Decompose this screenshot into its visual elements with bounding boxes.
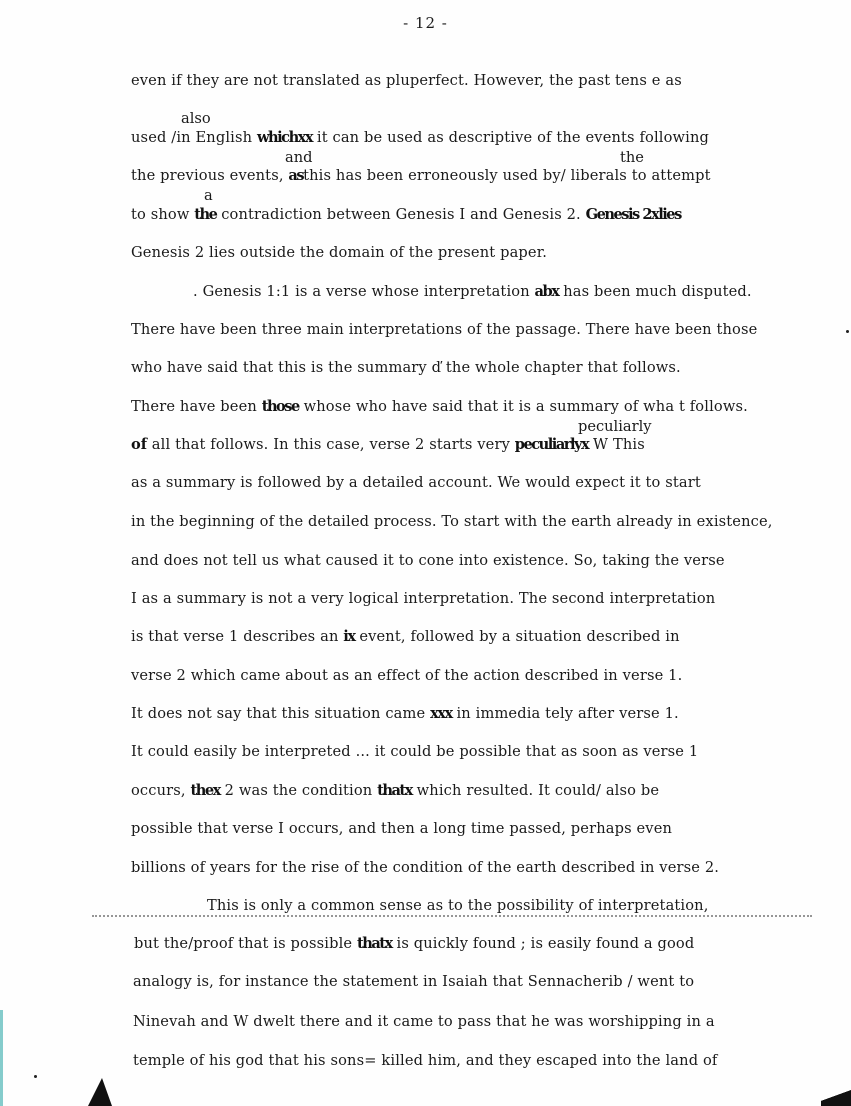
text-line — [131, 859, 719, 877]
line-text: this has been erroneously used by/ liberals to attempt — [303, 167, 711, 184]
text-line — [131, 359, 681, 377]
struck-text: peculiarlyx — [514, 436, 589, 453]
text-line — [131, 628, 680, 646]
text-line — [131, 820, 672, 838]
scan-speck — [34, 1075, 37, 1078]
line-text: is that verse 1 describes an — [131, 628, 344, 645]
line-text: went to — [632, 973, 695, 990]
line-text: possible that verse I occurs, and then a long time passed, perhaps even — [131, 820, 673, 837]
line-text: which resulted. It could/ also be — [411, 782, 660, 799]
scan-speck — [846, 330, 849, 333]
line-text: it can be used as descriptive of the events following — [312, 129, 710, 146]
text-line — [131, 782, 659, 800]
line-text: all that follows. In this case, verse 2 starts very — [147, 436, 515, 453]
text-line — [131, 436, 645, 454]
line-text: temple of his god that his sons — [133, 1052, 365, 1069]
line-text: killed him, and they escaped into the land of — [376, 1052, 718, 1069]
struck-text: as — [288, 167, 304, 184]
text-line — [131, 206, 681, 224]
insert-a: a — [204, 187, 213, 204]
paragraph-start-line — [207, 897, 709, 915]
text-line — [131, 743, 698, 761]
line-text: in immedia tely after verse 1. — [451, 705, 679, 722]
text-line — [131, 321, 757, 339]
struck-text: those — [261, 398, 299, 415]
text-line — [131, 513, 773, 531]
slash-mark: / — [627, 973, 633, 990]
line-text: This is only a common sense as to the possibility of interpretation, — [207, 897, 709, 914]
line-text: is quickly found ; is easily found a good — [391, 935, 695, 952]
overstrike-mark: = — [364, 1052, 377, 1069]
text-line — [131, 129, 709, 147]
line-text: . Genesis 1:1 is a verse whose interpretation — [193, 283, 535, 300]
text-line — [131, 398, 748, 416]
struck-text: thex — [190, 782, 220, 799]
scan-corner-artifact — [821, 1090, 851, 1106]
text-line — [133, 1052, 717, 1070]
scan-edge-artifact — [0, 1010, 3, 1106]
line-text: to show — [131, 206, 195, 223]
insert-and: and — [285, 149, 313, 166]
text-line — [131, 667, 682, 685]
line-text: W This — [588, 436, 645, 453]
line-text: used — [131, 129, 172, 146]
line-text: billions of years for the rise of the condition of the earth described in verse 2. — [131, 859, 720, 876]
text-line — [131, 474, 701, 492]
line-text: occurs, — [131, 782, 191, 799]
line-text: verse 2 which came about as an effect of the action described in verse 1. — [131, 667, 683, 684]
dotted-divider — [92, 915, 812, 917]
insert-the: the — [620, 149, 644, 166]
line-text: It does not say that this situation came — [131, 705, 431, 722]
text-line — [133, 973, 694, 991]
text-line — [131, 72, 682, 90]
line-text: whose who have said that it is a summary of wha t follows. — [298, 398, 748, 415]
line-text: It could easily be interpreted ... it could be possible that as soon as verse 1 — [131, 743, 699, 760]
scan-corner-artifact — [88, 1078, 112, 1106]
text-line — [133, 1013, 715, 1031]
line-text: Genesis 2 lies outside the domain of the present paper. — [131, 244, 548, 261]
struck-text: abx — [534, 283, 559, 300]
line-text: and does not tell us what caused it to cone into existence. So, taking the verse — [131, 552, 725, 569]
struck-text: ix — [343, 628, 355, 645]
line-text: There have been three main interpretations of the passage. There have been those — [131, 321, 758, 338]
line-text: even if they are not translated as pluperfect. However, the past tens e as — [131, 72, 682, 89]
text-line — [134, 935, 694, 953]
line-text: as a summary is followed by a detailed account. We would expect it to start — [131, 474, 701, 491]
line-text: who have said that this is the summary ď the whole chapter that follows. — [131, 359, 681, 376]
overstrike-mark: W — [233, 1013, 249, 1030]
text-line — [131, 705, 679, 723]
text-line — [131, 590, 715, 608]
line-text: analogy is, for instance the statement in Isaiah that Sennacherib — [133, 973, 628, 990]
line-text: has been much disputed. — [558, 283, 752, 300]
text-line — [131, 244, 547, 262]
struck-text: thatx — [377, 782, 412, 799]
line-text: Ninevah and — [133, 1013, 234, 1030]
line-text: contradiction between Genesis I and Genesis 2. — [216, 206, 586, 223]
line-text: There have been — [131, 398, 262, 415]
struck-text: of — [131, 436, 148, 453]
struck-text: thatx — [356, 935, 392, 952]
struck-text: whichxx — [256, 129, 313, 146]
page-number: - 12 - — [403, 14, 448, 32]
line-text: the previous events, — [131, 167, 289, 184]
line-text: in English — [176, 129, 257, 146]
struck-text: xxx — [430, 705, 452, 722]
struck-text: Genesis 2xlies — [585, 206, 681, 223]
insert-peculiarly: peculiarly — [578, 418, 652, 435]
line-text: event, followed by a situation described in — [354, 628, 680, 645]
caret-mark: / — [171, 129, 177, 146]
struck-text: the — [194, 206, 217, 223]
text-line — [131, 167, 711, 185]
line-text: dwelt there and it came to pass that he was worshipping in a — [248, 1013, 715, 1030]
text-line — [131, 552, 725, 570]
insert-also: also — [181, 110, 211, 127]
line-text: 2 was the condition — [219, 782, 378, 799]
line-text: I as a summary is not a very logical interpretation. The second interpretation — [131, 590, 716, 607]
paragraph-start-line — [193, 283, 752, 301]
line-text: in the beginning of the detailed process. To start with the earth already in existence, — [131, 513, 773, 530]
line-text: but the/proof that is possible — [134, 935, 357, 952]
